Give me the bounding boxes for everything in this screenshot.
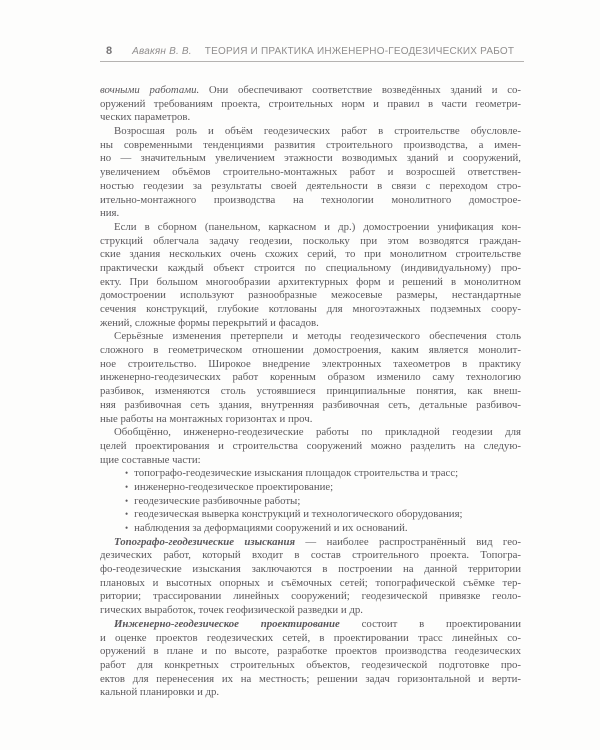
- running-header: [100, 45, 524, 62]
- bullet-item: • инженерно-геодезическое проектирование;: [125, 480, 334, 493]
- bullet-list: [100, 467, 521, 535]
- paragraph-line: практически каждый объект строится по специальному (индивидуальному) про-: [100, 261, 521, 274]
- paragraph-line: ские здания нескольких очень схожих серий, то при монолитном строительстве: [100, 248, 521, 261]
- run-in-heading: Топографо-геодезические изыскания: [114, 535, 296, 548]
- paragraph-line: плановых и высотных опорных и съёмочных сетей; топографической съёмке тер-: [100, 576, 521, 589]
- header-book-title: ТЕОРИЯ И ПРАКТИКА ИНЖЕНЕРНО-ГЕОДЕЗИЧЕСКИХ РАБОТ: [204, 46, 515, 57]
- paragraph-line: ностью геодезии за результаты своей деятельности в связи с переходом стро-: [100, 179, 521, 192]
- paragraph-line: сечения конструкций, глубокие котлованы для многоэтажных подземных соору-: [100, 303, 521, 315]
- run-in-heading: Инженерно-геодезическое проектирование: [114, 617, 340, 630]
- paragraph: [100, 84, 521, 125]
- paragraph-line: гических выработок, точек геофизической разведки и др.: [100, 604, 363, 617]
- paragraph-line: Топографо-геодезические изыскания — наиболее распространённый вид гео-: [114, 535, 521, 548]
- paragraph-line: ческих параметров.: [100, 111, 191, 124]
- paragraph-line: ные работы на монтажных горизонтах и проч.: [100, 412, 313, 425]
- paragraph-line: Если в сборном (панельном, каркасном и др.) домостроении унификация кон-: [114, 220, 521, 233]
- paragraph-line: оружений в плане и по высоте, разработке проектов производства геодезических: [100, 645, 521, 658]
- bullet-icon: •: [125, 523, 129, 533]
- page-number: 8: [106, 45, 113, 57]
- bullet-item: • топографо-геодезические изыскания площадок строительства и трасс;: [125, 467, 459, 480]
- paragraph-line: домостроении используют разнообразные межосевые размеры, нестандартные: [100, 289, 521, 302]
- paragraph-line: и оценке проектов геодезических сетей, в проектировании трасс линейных со-: [100, 631, 521, 644]
- bullet-item: • геодезические разбивочные работы;: [125, 494, 301, 507]
- paragraph-line: ектов для перенесения их на местность; решении задач горизонтальной и верти-: [100, 672, 521, 685]
- bullet-item: • наблюдения за деформациями сооружений и их оснований.: [125, 522, 408, 534]
- run-in-heading: вочными работами.: [100, 84, 200, 96]
- paragraph-line: Возросшая роль и объём геодезических работ в строительстве обусловле-: [114, 125, 521, 138]
- paragraph: [100, 618, 521, 700]
- paragraph-line: ны современными тенденциями развития строительного производства, а имен-: [100, 138, 521, 151]
- paragraph: [100, 426, 521, 467]
- paragraph-line: екту. При большом многообразии архитектурных форм и решений в монолитном: [100, 275, 521, 288]
- paragraph: [100, 330, 521, 426]
- bullet-icon: •: [125, 468, 129, 479]
- paragraph-line: целей проектирования и строительства сооружений можно разделить на следую-: [100, 439, 521, 452]
- paragraph-line: работ для конкретных строительных объектов, геодезической подготовке про-: [100, 658, 521, 671]
- paragraph-line: ния.: [100, 207, 120, 220]
- bullet-icon: •: [125, 481, 129, 492]
- paragraph-line: Обобщённо, инженерно-геодезические работы по прикладной геодезии для: [114, 426, 521, 439]
- paragraph-line: сложного в геометрическом отношении домостроения, каким является монолит-: [100, 344, 521, 357]
- paragraph-line: разбивок, изменяются столь устоявшиеся принципиальные понятия, как внеш-: [100, 385, 521, 398]
- bullet-item: • геодезическая выверка конструкций и технологического оборудования;: [125, 508, 463, 521]
- paragraph-line: фо-геодезические изыскания заключаются в построении на данной территории: [100, 563, 521, 576]
- paragraph: [100, 536, 521, 618]
- paragraph-line: Инженерно-геодезическое проектирование состоит в проектировании: [114, 617, 521, 630]
- paragraph-line: ительно-монтажного производства на технологии монолитного домострое-: [100, 193, 521, 206]
- paragraph-line: Серьёзные изменения претерпели и методы геодезического обеспечения столь: [114, 330, 521, 343]
- page-body: [100, 84, 521, 700]
- bullet-icon: •: [125, 495, 129, 506]
- paragraph-line: но — значительным увеличением этажности возводимых зданий и сооружений,: [100, 152, 521, 165]
- paragraph-line: увеличением объёмов строительно-монтажных работ и возросшей ответствен-: [100, 166, 521, 179]
- paragraph-line: няя разбивочная сеть здания, внутренняя разбивочная сеть, детальные разбивоч-: [100, 398, 521, 411]
- paragraph-line: кальной планировки и др.: [100, 686, 220, 699]
- paragraph: [100, 125, 521, 221]
- paragraph-line: вочными работами. Они обеспечивают соответствие возведённых зданий и со-: [100, 84, 521, 96]
- bullet-icon: •: [125, 509, 129, 520]
- paragraph-line: оружений требованиям проекта, строительных норм и правил в части геометри-: [100, 97, 521, 110]
- paragraph-line: ное строительство. Широкое внедрение электронных тахеометров в практику: [100, 357, 521, 370]
- paragraph-line: жений, сложные формы перекрытий и фасадов.: [100, 316, 319, 329]
- paragraph-line: ритории; трассировании линейных сооружений; геодезической привязке геоло-: [100, 590, 521, 603]
- paragraph-line: дезических работ, который входит в состав строительного проекта. Топогра-: [100, 549, 521, 562]
- paragraph: [100, 221, 521, 331]
- header-author: Авакян В. В.: [132, 46, 192, 57]
- paragraph-line: щие составные части:: [100, 453, 201, 466]
- paragraph-line: инженерно-геодезических работ коренным образом изменило саму технологию: [100, 371, 521, 384]
- paragraph-line: струкций облегчала задачу геодезии, поскольку при этом возводятся граждан-: [100, 234, 521, 247]
